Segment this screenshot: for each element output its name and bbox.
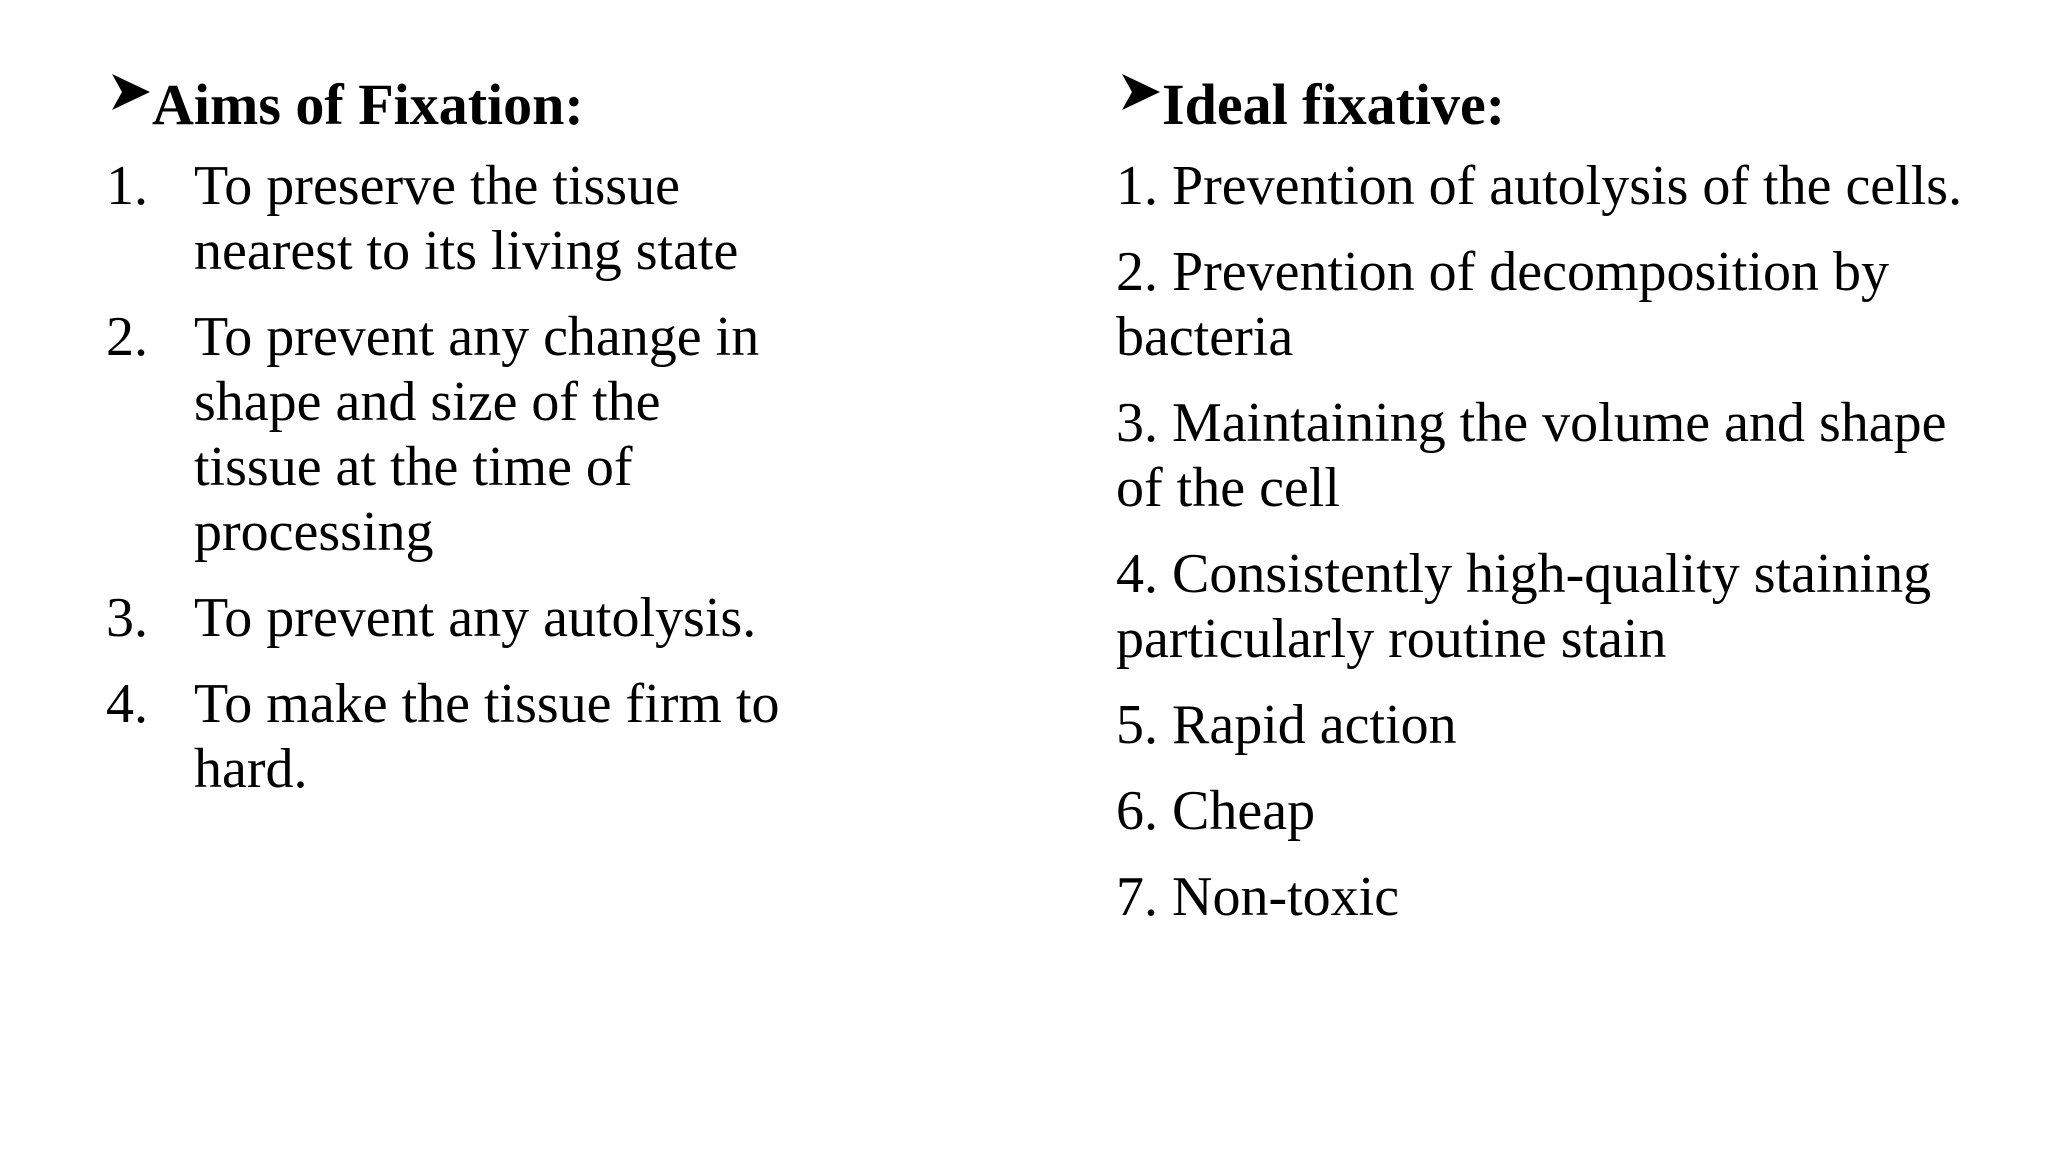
aims-list [106, 154, 806, 802]
list-item [106, 586, 806, 651]
list-item: 3. Maintaining the volume and shape of the cell [1116, 392, 1947, 519]
ideal-list [1116, 154, 1976, 930]
list-item [106, 672, 806, 802]
list-item-number: 3. [106, 587, 148, 649]
aims-of-fixation-section [106, 70, 806, 823]
list-item: 6. Cheap [1116, 780, 1316, 842]
list-item: 2. Prevention of decomposition by bacteria [1116, 241, 1890, 368]
ideal-heading: Ideal fixative: [1162, 72, 1506, 137]
list-item [106, 305, 806, 565]
list-item-number: 2. [106, 306, 148, 368]
list-item: 1. Prevention of autolysis of the cells. [1116, 155, 1963, 217]
list-item: 7. Non-toxic [1116, 866, 1400, 928]
list-item-text: To make the tissue firm to hard. [194, 673, 780, 800]
list-item-text: To preserve the tissue nearest to its living state [194, 155, 739, 282]
list-item: 5. Rapid action [1116, 694, 1457, 756]
list-item-text: To prevent any change in shape and size of the tissue at the time of processing [194, 306, 760, 563]
aims-heading-row [106, 70, 806, 140]
arrowhead-bullet-icon [106, 66, 156, 116]
list-item-number: 1. [106, 155, 148, 217]
arrowhead-bullet-icon [1116, 66, 1166, 116]
list-item: 4. Consistently high-quality staining particularly routine stain [1116, 543, 1932, 670]
aims-heading: Aims of Fixation: [152, 72, 584, 137]
list-item-text: To prevent any autolysis. [194, 587, 757, 649]
list-item-number: 4. [106, 673, 148, 735]
ideal-heading-row [1116, 70, 1976, 140]
list-item [106, 154, 806, 284]
ideal-fixative-section [1116, 70, 1976, 951]
